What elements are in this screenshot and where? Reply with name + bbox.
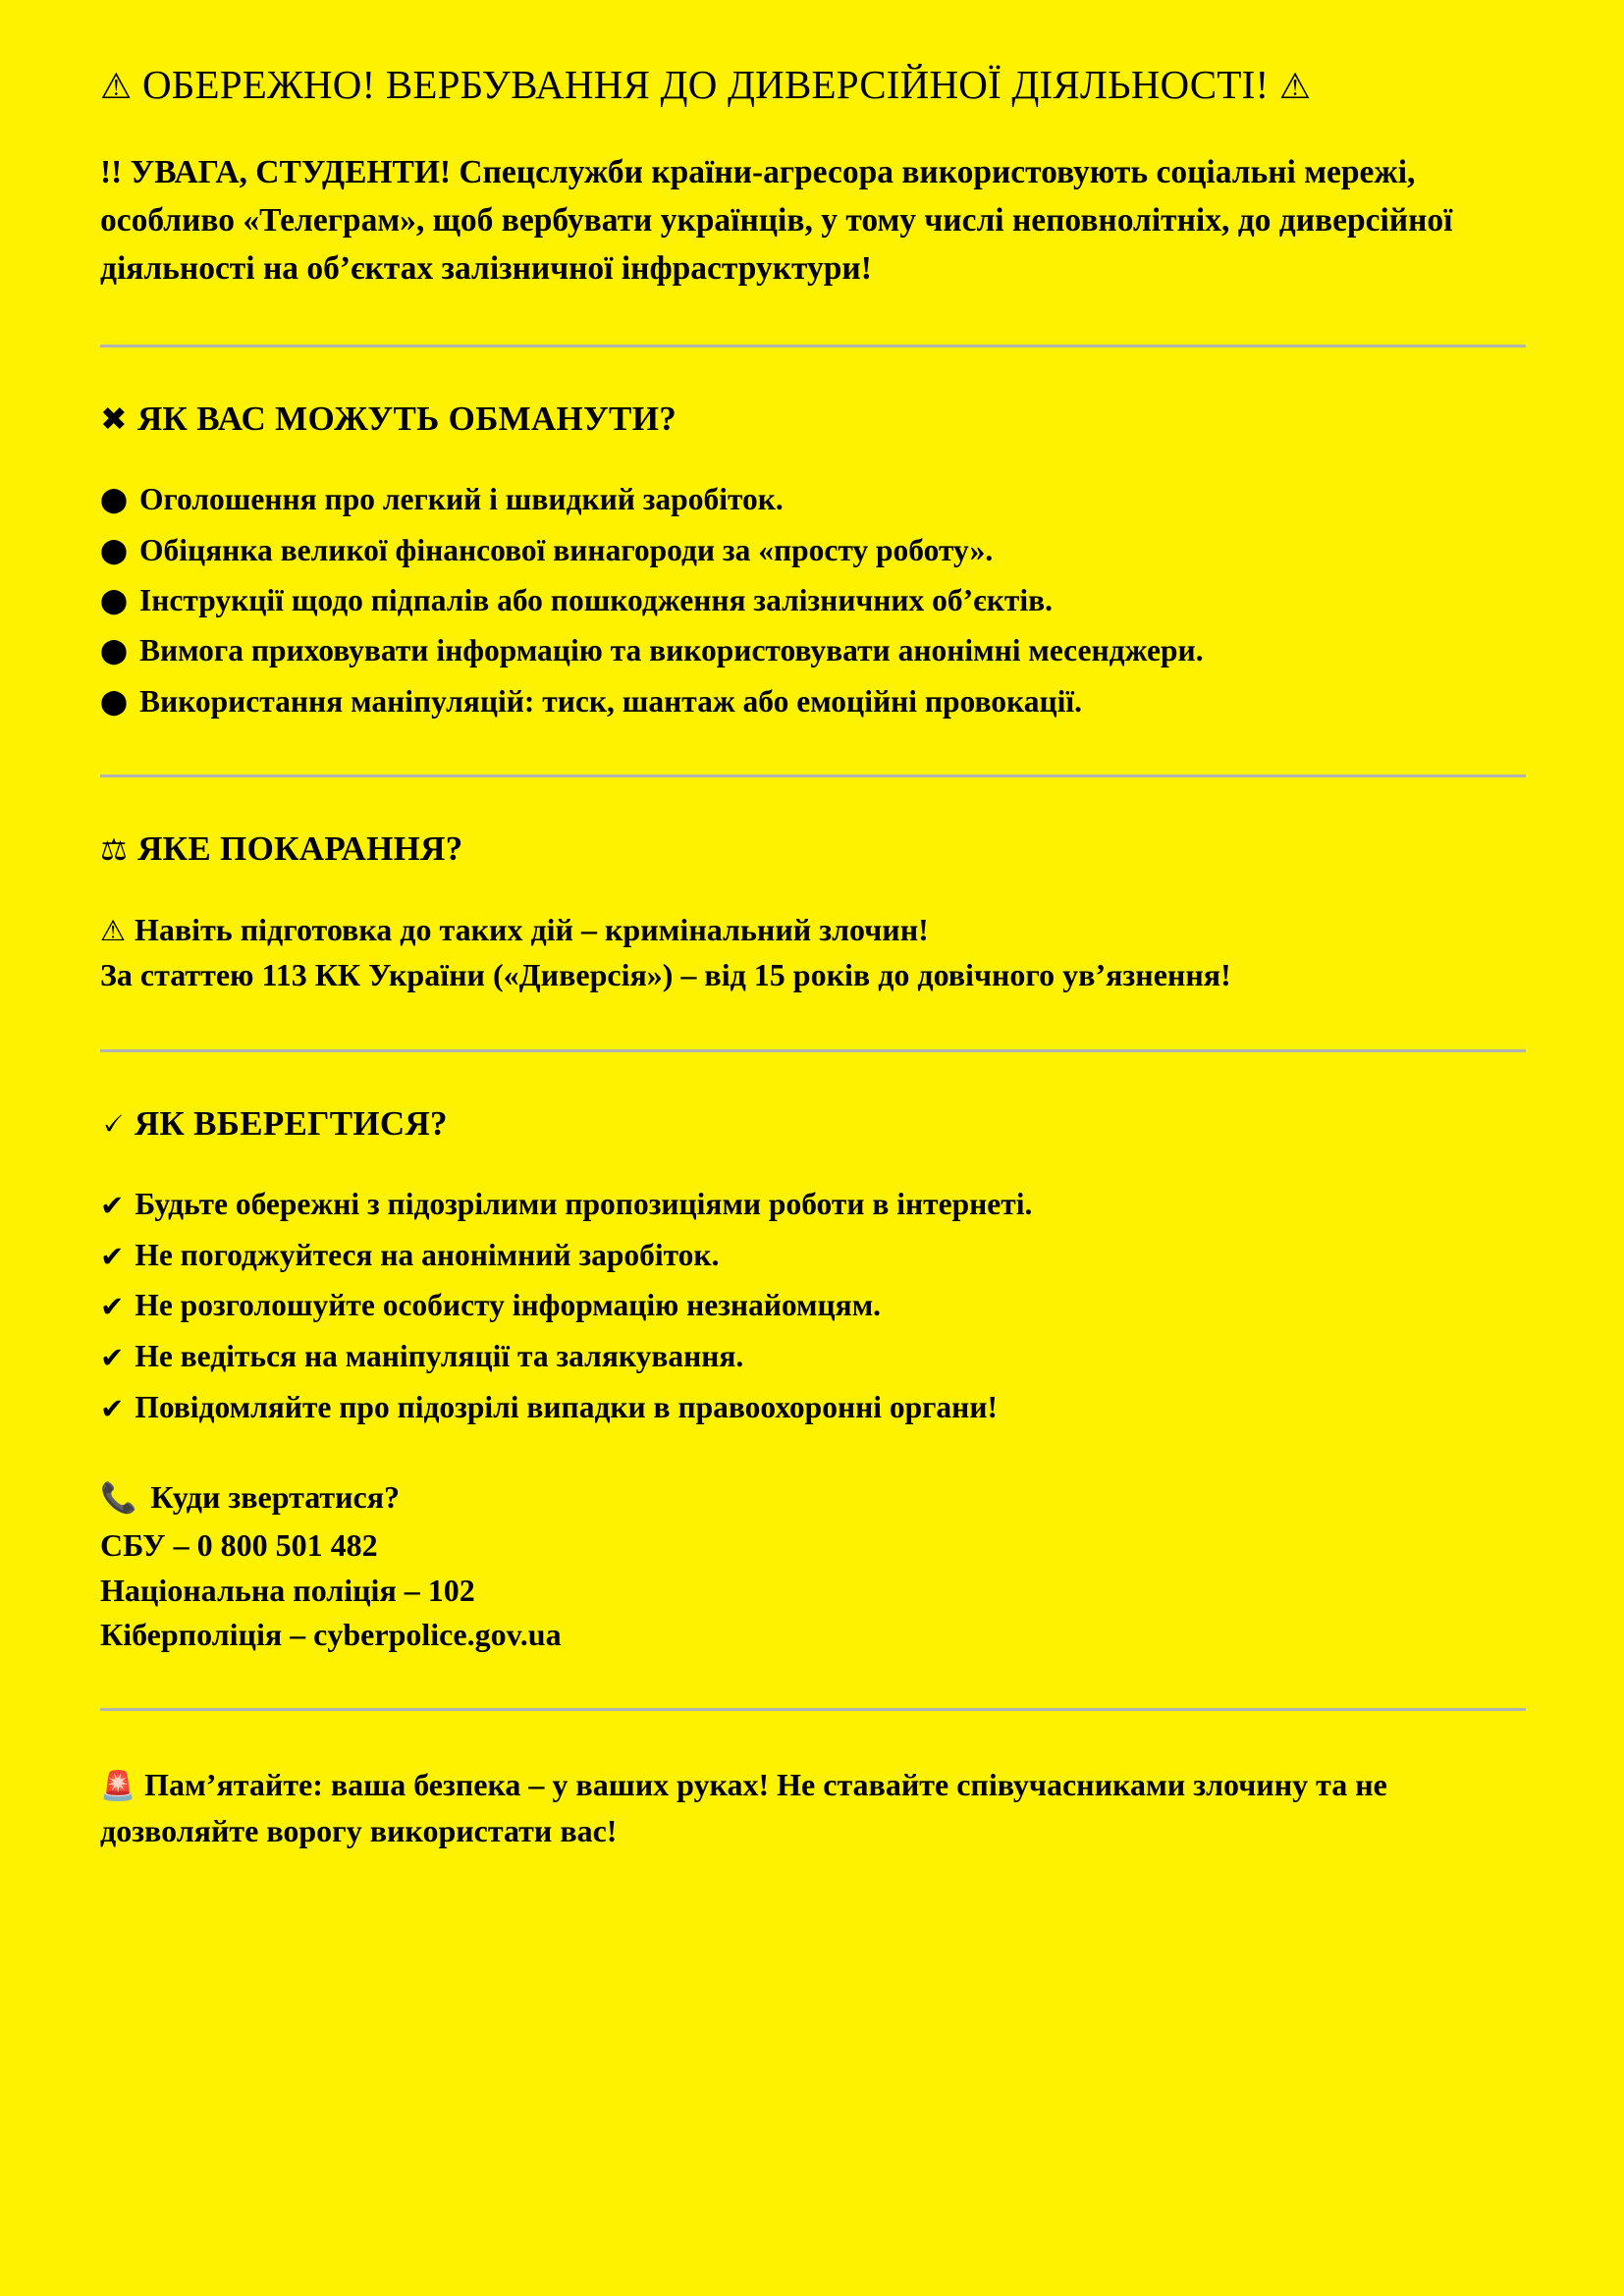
warning-triangle-icon: ⚠ — [1278, 67, 1312, 107]
punishment-line-1: Навіть підготовка до таких дій – кримінальний злочин! — [135, 911, 929, 947]
scales-of-justice-icon: ⚖ — [100, 831, 129, 868]
contact-line-cyberpolice[interactable]: Кіберполіція – cyberpolice.gov.ua — [100, 1616, 562, 1652]
list-item-text: Не погоджуйтеся на анонімний заробіток. — [135, 1237, 720, 1272]
section-divider — [100, 1708, 1526, 1711]
page-title-text: ОБЕРЕЖНО! ВЕРБУВАННЯ ДО ДИВЕРСІЙНОЇ ДІЯЛЬНОСТІ! — [141, 62, 1270, 107]
warning-triangle-icon: ⚠ — [100, 67, 133, 107]
list-item-text: Повідомляйте про підозрілі випадки в правоохоронні органи! — [135, 1389, 998, 1424]
cross-mark-icon: ✖ — [100, 400, 128, 439]
section-heading-protection-label: ЯК ВБЕРЕГТИСЯ? — [134, 1103, 448, 1143]
punishment-line-2: За статтею 113 КК України («Диверсія») – від 15 років до довічного ув’язнення! — [100, 957, 1231, 993]
check-mark-icon: ✔ — [100, 1188, 125, 1222]
section-divider — [100, 774, 1526, 777]
section-divider — [100, 345, 1526, 347]
list-item — [100, 578, 1538, 622]
telephone-icon: 📞 — [100, 1480, 137, 1516]
circle-bullet-icon: ⬤ — [100, 686, 128, 716]
list-item-text: Використання маніпуляцій: тиск, шантаж або емоційні провокації. — [138, 683, 1082, 719]
list-item — [100, 477, 1538, 521]
list-item — [100, 1233, 1538, 1278]
list-item-text: Оголошення про легкий і швидкий заробіток. — [138, 482, 784, 517]
list-item — [100, 1182, 1538, 1227]
list-item-text: Інструкції щодо підпалів або пошкодження залізничних об’єктів. — [138, 582, 1054, 617]
list-item — [100, 1385, 1538, 1430]
section-heading-deception — [100, 399, 1538, 440]
contact-line-sbu: СБУ – 0 800 501 482 — [100, 1527, 378, 1564]
warning-triangle-icon: ⚠ — [100, 913, 126, 947]
punishment-text — [100, 907, 1538, 998]
page-title — [100, 61, 1538, 108]
deception-list — [100, 477, 1538, 723]
check-mark-icon: ✔ — [100, 1239, 125, 1273]
contacts-heading-label: Куди звертатися? — [150, 1478, 401, 1515]
list-item-text: Не ведіться на маніпуляції та залякування. — [135, 1339, 744, 1374]
section-heading-protection — [100, 1103, 1538, 1145]
list-item — [100, 1283, 1538, 1328]
section-heading-deception-label: ЯК ВАС МОЖУТЬ ОБМАНУТИ? — [136, 400, 677, 439]
list-item-text: Будьте обережні з підозрілими пропозиціями роботи в інтернеті. — [135, 1186, 1033, 1221]
list-item — [100, 679, 1538, 723]
footer-message — [100, 1762, 1538, 1853]
list-item — [100, 1334, 1538, 1379]
contacts-block — [100, 1475, 1538, 1658]
check-mark-outline-icon: 🗸 — [100, 1103, 125, 1144]
section-heading-punishment-label: ЯКЕ ПОКАРАННЯ? — [137, 828, 463, 868]
circle-bullet-icon: ⬤ — [100, 585, 128, 614]
contact-line-police: Національна поліція – 102 — [100, 1572, 475, 1608]
check-mark-icon: ✔ — [100, 1341, 125, 1375]
intro-paragraph: !! УВАГА, СТУДЕНТИ! Спецслужби країни-агресора використовують соціальні мережі, особливо «Телеграм», щоб вербувати українців, у тому числі неповнолітніх, до диверсійної діяльності на об’єктах залізничної інфраструктури! — [100, 154, 1453, 288]
contacts-heading — [100, 1475, 1538, 1521]
list-item — [100, 528, 1538, 572]
siren-light-icon: 🚨 — [100, 1769, 136, 1803]
list-item-text: Вимога приховувати інформацію та використовувати анонімні месенджери. — [138, 633, 1204, 668]
check-mark-icon: ✔ — [100, 1290, 125, 1324]
section-divider — [100, 1049, 1526, 1052]
check-mark-icon: ✔ — [100, 1391, 125, 1425]
circle-bullet-icon: ⬤ — [100, 485, 128, 514]
list-item — [100, 628, 1538, 672]
circle-bullet-icon: ⬤ — [100, 535, 128, 564]
section-heading-punishment — [100, 828, 1538, 870]
list-item-text: Не розголошуйте особисту інформацію незнайомцям. — [135, 1288, 882, 1323]
list-item-text: Обіцянка великої фінансової винагороди за «просту роботу». — [138, 532, 994, 567]
footer-message-text: Пам’ятайте: ваша безпека – у ваших руках! Не ставайте співучасниками злочину та не дозволяйте ворогу використати вас! — [100, 1767, 1387, 1848]
protection-list — [100, 1182, 1538, 1430]
circle-bullet-icon: ⬤ — [100, 636, 128, 666]
